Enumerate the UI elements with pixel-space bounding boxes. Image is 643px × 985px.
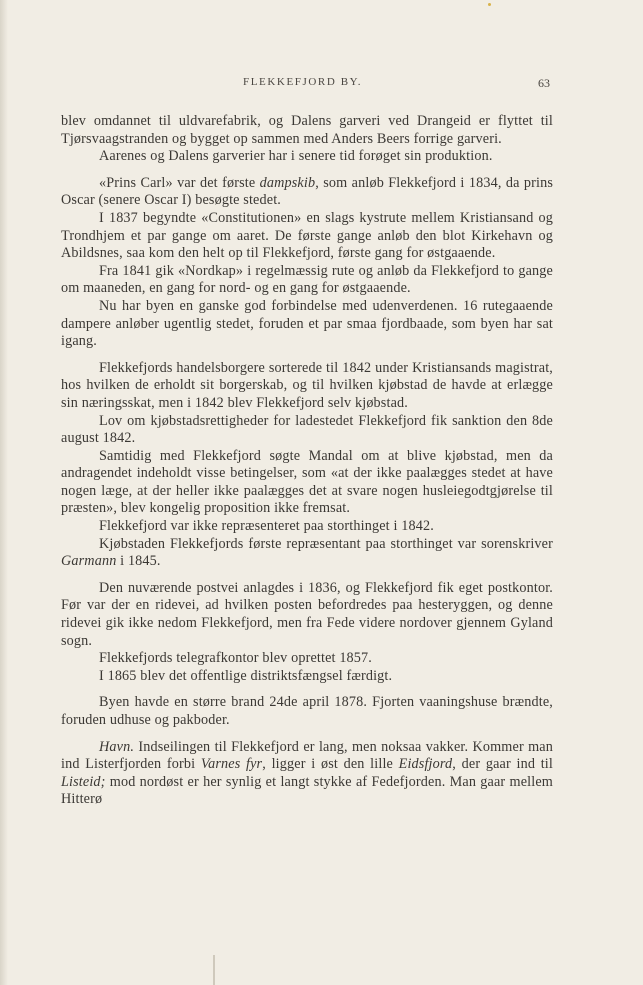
paragraph: [61, 263, 553, 298]
speck: [488, 3, 491, 6]
text-run: Aarenes og Dalens garverier har i senere tid forøget sin produktion.: [99, 148, 493, 165]
paragraph: [61, 536, 553, 571]
paragraph: [61, 148, 553, 166]
text-run: I 1837 begyndte «Constitutionen» en slags kystrute mellem Kristiansand og Trondhjem et par gange om aaret. De første gange anløb den blot Kirkehavn og Abildsnes, saa kom den helt op til Flekkefjord, første gang for østgaaende.: [61, 209, 553, 262]
gutter-mark: [213, 955, 215, 985]
italic-term: Eidsfjord: [398, 756, 453, 773]
text-run: Byen havde en større brand 24de april 1878. Fjorten vaaningshuse brændte, foruden udhuse og pakboder.: [61, 694, 553, 728]
text-run: Flekkefjords handelsborgere sorterede til 1842 under Kristiansands magistrat, hos hvilken de erholdt sit borgerskab, og til hvilken kjøbstad de havde at erlægge sin næringsskat, men i 1842 blev Flekkefjord selv kjøbstad.: [61, 359, 553, 411]
text-run: Samtidig med Flekkefjord søgte Mandal om at blive kjøbstad, men da andragendet indeholdt visse betingelser, som «at der ikke paalægges stedet at have nogen læge, at der heller ikke paalægges det at svare nogen husleiegodtgjørelse til præsten», blev kongelig proposition ikke fremsat.: [61, 447, 553, 517]
text-run: I 1865 blev det offentlige distriktsfængsel færdigt.: [99, 667, 393, 684]
text-run: blev omdannet til uldvarefabrik, og Dalens garveri ved Drangeid er flyttet til Tjørsvaagstranden og bygget op sammen med Anders Beers forrige garveri.: [61, 113, 553, 147]
paragraph: [61, 739, 553, 809]
text-run: «Prins Carl» var det første: [99, 174, 260, 191]
italic-term: Listeid;: [61, 773, 106, 790]
text-run: mod nordøst er her synlig et langt stykke af Fedefjorden. Man gaar mellem Hitterø: [61, 773, 553, 808]
text-run: Kjøbstaden Flekkefjords første repræsentant paa storthinget var sorenskriver: [99, 535, 553, 552]
text-run: Indseilingen til Flekkefjord er lang, men noksaa vakker. Kommer man ind Listerfjorden forbi: [61, 738, 553, 773]
text-run: Den nuværende postvei anlagdes i 1836, og Flekkefjord fik eget postkontor. Før var der en ridevei, ad hvilken posten befordredes paa hesteryggen, og denne ridevei gik ikke nedom Flekkefjord, men fra Fede videre nordover gjennem Gyland sogn.: [61, 579, 553, 649]
page-number: 63: [538, 76, 550, 90]
paragraph: [61, 448, 553, 518]
paragraph: [61, 518, 553, 536]
text-run: Lov om kjøbstadsrettigheder for ladestedet Flekkefjord fik sanktion den 8de august 1842.: [61, 412, 553, 447]
paragraph: [61, 210, 553, 263]
italic-term: Havn.: [99, 738, 135, 755]
paragraph: [61, 360, 553, 413]
body-text: [61, 113, 553, 809]
italic-term: Garmann: [61, 553, 117, 570]
paragraph: [61, 668, 553, 686]
text-run: Fra 1841 gik «Nordkap» i regelmæssig rute og anløb da Flekkefjord to gange om maaneden, en gang for nord- og en gang for østgaaende.: [61, 262, 553, 297]
paragraph: [61, 175, 553, 210]
paragraph: [61, 650, 553, 668]
paragraph: [61, 580, 553, 650]
page-edge-shadow: [0, 0, 8, 985]
running-head-title: FLEKKEFJORD BY.: [243, 76, 363, 88]
paragraph: [61, 413, 553, 448]
italic-term: Varnes fyr: [200, 756, 263, 773]
italic-term: dampskib: [259, 174, 316, 191]
text-run: , ligger i øst den lille: [262, 756, 399, 773]
text-run: i 1845.: [116, 553, 161, 570]
text-run: Nu har byen en ganske god forbindelse med udenverdenen. 16 rutegaaende dampere anløber ugentlig stedet, foruden et par smaa fjordbaade, som byen har sat igang.: [61, 297, 553, 350]
paragraph: [61, 694, 553, 729]
text-run: Flekkefjords telegrafkontor blev oprettet 1857.: [99, 650, 372, 667]
text-run: , som anløb Flekkefjord i 1834, da prins Oscar (senere Oscar I) besøgte stedet.: [61, 174, 553, 209]
paragraph: [61, 298, 553, 351]
running-head: [0, 76, 643, 94]
paragraph: [61, 113, 553, 148]
text-run: , der gaar ind til: [452, 756, 553, 773]
text-run: Flekkefjord var ikke repræsenteret paa storthinget i 1842.: [99, 518, 434, 535]
